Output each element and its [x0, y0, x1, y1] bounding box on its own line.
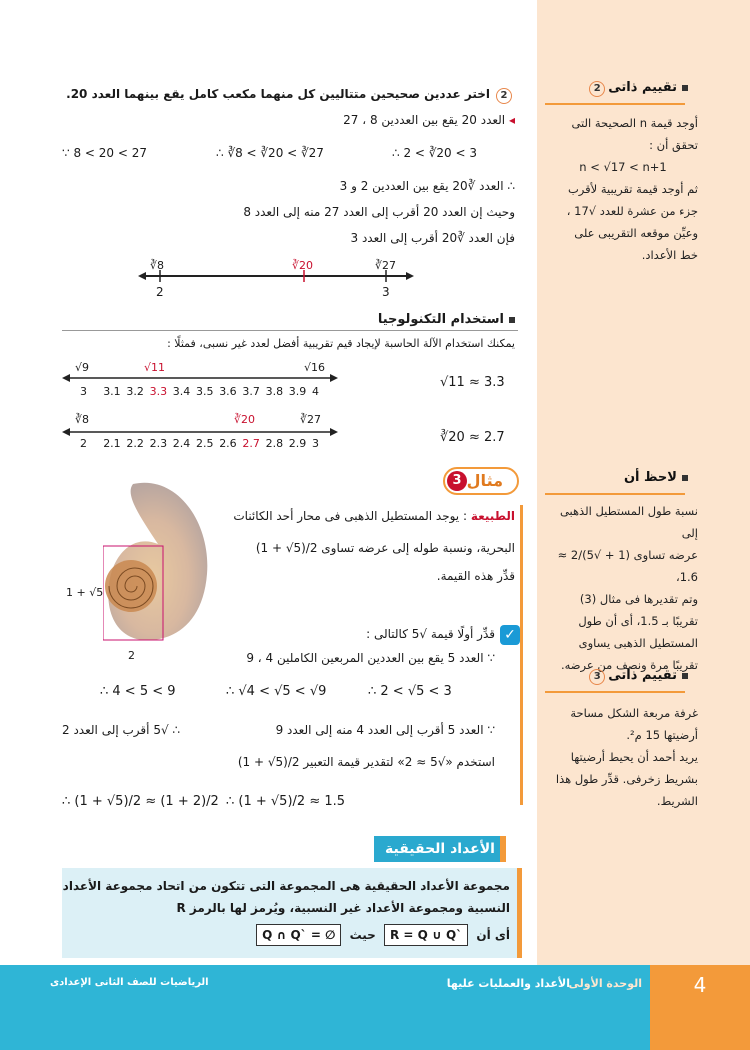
- example-3-text-3: قدِّر هذه القيمة.: [436, 569, 515, 583]
- example-3-badge: مثال 3: [443, 467, 519, 495]
- self-assess-2-body: أوجد قيمة n الصحيحة التى تحقق أن : n < √17 < n+1 ثم أوجد قيمة تقريبية لأقرب جزء من عشرة للعدد √17 ، وعيِّن موقعه التقريبى على خط الأعداد.: [566, 116, 698, 262]
- tick-label: 2: [80, 437, 87, 450]
- q2-prompt: 2اختر عددين صحيحين متتاليين كل منهما مكعب كامل يقع بينهما العدد 20.: [66, 84, 515, 104]
- tech-intro: يمكنك استخدام الآلة الحاسبة لإيجاد قيم تقريبية أفضل لعدد غير نسبى، فمثلًا :: [167, 337, 515, 350]
- q2-line1: ◂ العدد 20 يقع بين العددين 8 ، 27: [343, 113, 515, 127]
- tech-rule: [62, 330, 518, 331]
- nl1-top-right: √16: [304, 361, 326, 374]
- tick-label: 2.7: [242, 437, 260, 450]
- tick-label: 3.6: [219, 385, 237, 398]
- tick-label: 3.2: [126, 385, 144, 398]
- tick-label: 3.9: [288, 385, 307, 398]
- nl2-top-right: ∛27: [300, 413, 322, 426]
- q2-ineq-c: ∴ 2 < ∛20 < 3: [392, 146, 478, 160]
- example-3-ineq-c: ∴ 2 < √5 < 3: [368, 684, 452, 699]
- shell-bottom-label: 2: [128, 649, 135, 662]
- tick-label: 2.3: [149, 437, 168, 450]
- shell-side-label: 1 + √5: [66, 586, 104, 599]
- q2-nl-label-c: ∛27: [375, 259, 397, 272]
- footer-unit: الوحدة الأولى: [568, 977, 642, 990]
- solution-accent-bar: [520, 505, 523, 805]
- tick-label: 3: [80, 385, 87, 398]
- tick-label: 2.5: [196, 437, 214, 450]
- notice-heading: لاحظ أن: [624, 470, 688, 485]
- side-rule: [545, 493, 685, 495]
- real-numbers-line-3: أى أن R = Q ∪ Q` حيث Q ∩ Q` = ∅: [252, 924, 510, 946]
- q2-line3: وحيث إن العدد 20 أقرب إلى العدد 27 منه إلى العدد 8: [243, 205, 515, 219]
- self-assess-2-heading: تقييم ذاتى2: [589, 80, 688, 97]
- tech-approx-1: √11 ≈ 3.3: [440, 375, 505, 390]
- example-3-sol-3b: ∴ √5 أقرب إلى العدد 2: [62, 723, 181, 737]
- example-3-sol-2: ∵ العدد 5 يقع بين العددين المربعين الكاملين 4 ، 9: [246, 651, 495, 665]
- tick-label: 2.9: [288, 437, 307, 450]
- real-numbers-tab-accent: [500, 836, 506, 862]
- tick-label: 2.4: [172, 437, 191, 450]
- q2-nl-label-c2: 3: [382, 285, 390, 299]
- side-rule: [545, 103, 685, 105]
- tick-label: 3.4: [172, 385, 191, 398]
- tick-label: 3.7: [242, 385, 260, 398]
- real-numbers-tab: الأعداد الحقيقية: [374, 836, 506, 862]
- real-numbers-line-1: مجموعة الأعداد الحقيقية هى المجموعة التى تتكون من اتحاد مجموعة الأعداد: [62, 879, 510, 893]
- tick-label: 3.3: [149, 385, 168, 398]
- example-3-sol-3: ∵ العدد 5 أقرب إلى العدد 4 منه إلى العدد 9: [275, 723, 495, 737]
- example-3-final-a: ∴ (1 + √5)/2 ≈ (1 + 2)/2: [62, 794, 219, 809]
- nl2-top-left: ∛8: [75, 413, 90, 426]
- tick-label: 2.8: [265, 437, 284, 450]
- tick-label: 2.6: [219, 437, 237, 450]
- nl1-top-left: √9: [75, 361, 90, 374]
- tick-label: 3.8: [265, 385, 284, 398]
- tick-label: 4: [312, 385, 319, 398]
- side-rule: [545, 691, 685, 693]
- tick-label: 3: [312, 437, 319, 450]
- example-3-text-1: الطبيعة : يوجد المستطيل الذهبى فى محار أحد الكائنات: [233, 509, 515, 523]
- nl2-top-mark: ∛20: [234, 413, 256, 426]
- tick-label: 3.1: [103, 385, 121, 398]
- q2-ineq-a: ∵ 8 < 20 < 27: [62, 146, 147, 160]
- example-3-final-b: ∴ (1 + √5)/2 ≈ 1.5: [226, 794, 346, 809]
- nl1-top-mark: √11: [144, 361, 166, 374]
- tick-label: 2.2: [126, 437, 144, 450]
- check-icon: ✓: [500, 625, 520, 645]
- q2-line4: فإن العدد ∛20 أقرب إلى العدد 3: [350, 231, 515, 245]
- example-3-sol-1: قدِّر أولًا قيمة √5 كالتالى :: [366, 627, 495, 641]
- tech-heading: استخدام التكنولوجيا: [378, 312, 515, 327]
- notice-body: نسبة طول المستطيل الذهبى إلى عرضه تساوى (1 + √5)/2 ≈ 1.6، وتم تقديرها فى مثال (3) تقريبًا بـ 1.5، أى أن طول المستطيل الذهبى يساوى تقريبًا مرة ونصف من عرضه.: [557, 504, 698, 672]
- example-3-text-2: البحرية، ونسبة طوله إلى عرضه تساوى (1 + √5)/2: [255, 541, 515, 555]
- nautilus-shell-image: [103, 474, 213, 644]
- example-3-ineq-b: ∴ √4 < √5 < √9: [226, 684, 327, 699]
- q2-nl-label-a: ∛8: [150, 259, 165, 272]
- real-numbers-line-2: النسبية ومجموعة الأعداد غير النسبية، ويُرمز لها بالرمز R: [176, 901, 510, 915]
- tech-approx-2: ∛20 ≈ 2.7: [440, 430, 505, 445]
- self-assess-3-heading: تقييم ذاتى3: [589, 668, 688, 685]
- page-number: 4: [650, 965, 750, 1050]
- real-numbers-box-accent: [517, 868, 522, 958]
- self-assess-3-body: غرفة مربعة الشكل مساحة أرضيتها 15 م². يريد أحمد أن يحيط أرضيتها بشريط زخرفى. قدِّر طول هذا الشريط.: [555, 706, 698, 808]
- example-3-sol-4: استخدم «√5 ≈ 2» لتقدير قيمة التعبير (1 + √5)/2: [237, 755, 495, 769]
- q2-ineq-b: ∴ ∛8 < ∛20 < ∛27: [216, 146, 324, 160]
- footer-unit-title: الأعداد والعمليات عليها: [446, 977, 570, 990]
- tick-label: 3.5: [196, 385, 214, 398]
- q2-line2: ∴ العدد ∛20 يقع بين العددين 2 و 3: [339, 179, 515, 193]
- tick-label: 2.1: [103, 437, 121, 450]
- q2-nl-label-b: ∛20: [292, 259, 314, 272]
- q2-nl-label-a2: 2: [156, 285, 164, 299]
- footer-book-title: الرياضيات للصف الثانى الإعدادى: [50, 977, 209, 988]
- example-3-ineq-a: ∴ 4 < 5 < 9: [100, 684, 176, 699]
